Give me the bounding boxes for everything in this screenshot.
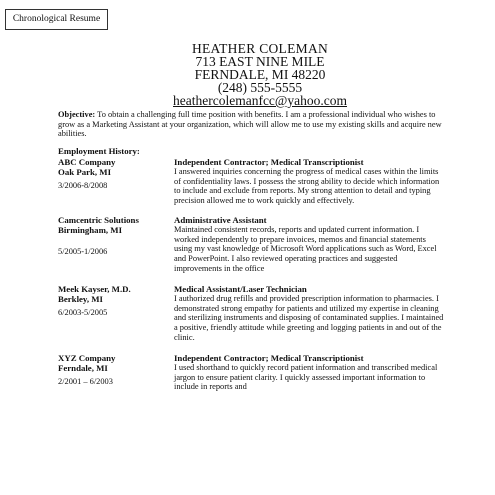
job-dates: 6/2003-5/2005 (58, 308, 108, 317)
job-dates: 3/2006-8/2008 (58, 181, 108, 190)
job-dates: 2/2001 – 6/2003 (58, 377, 113, 386)
job-role: Independent Contractor; Medical Transcriptionist (174, 157, 364, 167)
job-role: Administrative Assistant (174, 215, 267, 225)
job-dates: 5/2005-1/2006 (58, 247, 108, 256)
applicant-name: HEATHER COLEMAN (191, 41, 329, 56)
city-state-zip: FERNDALE, MI 48220 (194, 67, 326, 82)
email-link[interactable]: heathercolemanfcc@yahoo.com (173, 93, 347, 108)
phone-number: (248) 555-5555 (217, 80, 303, 95)
employment-history-heading: Employment History: (58, 146, 140, 156)
job-company: ABC Company (58, 157, 116, 167)
street-address: 713 EAST NINE MILE (195, 54, 325, 69)
job-city: Ferndale, MI (58, 363, 108, 373)
objective-text: To obtain a challenging full time position with benefits. I am a professional individual who wishes to grow as a Marketing Assistant at your organization, which will allow me to use my existing skills and acquire new abilities. (58, 110, 442, 138)
objective-section (58, 110, 443, 139)
job-description: I answered inquiries concerning the progress of medical cases within the limits of confidentiality laws. I possess the strong ability to decide which information to include and exclude from reports. My strong attention to detail and typing precision allowed me to work quickly and effectively. (174, 167, 440, 206)
job-company: XYZ Company (58, 353, 116, 363)
job-description: I used shorthand to quickly record patient information and transcribed medical jargon to ensure patient clarity. I quickly assessed important information to include in reports and (174, 363, 438, 392)
job-role: Independent Contractor; Medical Transcriptionist (174, 353, 364, 363)
job-company: Meek Kayser, M.D. (58, 284, 131, 294)
job-description: I authorized drug refills and provided prescription information to pharmacies. I demonstrated strong empathy for patients and utilized my expertise in cleaning and sterilizing instruments and disposing of contaminated supplies. I maintained a positive, friendly attitude while greeting and logging patients in and out of the clinic. (174, 294, 444, 342)
job-city: Oak Park, MI (58, 167, 112, 177)
job-description: Maintained consistent records, reports and updated current information. I worked independently to prepare invoices, memos and financial statements using my vast knowledge of Microsoft Word applications such as Word, Excel and PowerPoint. I also reviewed operating practices and suggested improvements in the office (174, 225, 437, 273)
contact-header (140, 42, 380, 107)
job-city: Berkley, MI (58, 294, 103, 304)
job-company: Camcentric Solutions (58, 215, 139, 225)
job-city: Birmingham, MI (58, 225, 123, 235)
document-type-label: Chronological Resume (5, 9, 108, 30)
job-role: Medical Assistant/Laser Technician (174, 284, 307, 294)
objective-label: Objective: (58, 110, 96, 119)
